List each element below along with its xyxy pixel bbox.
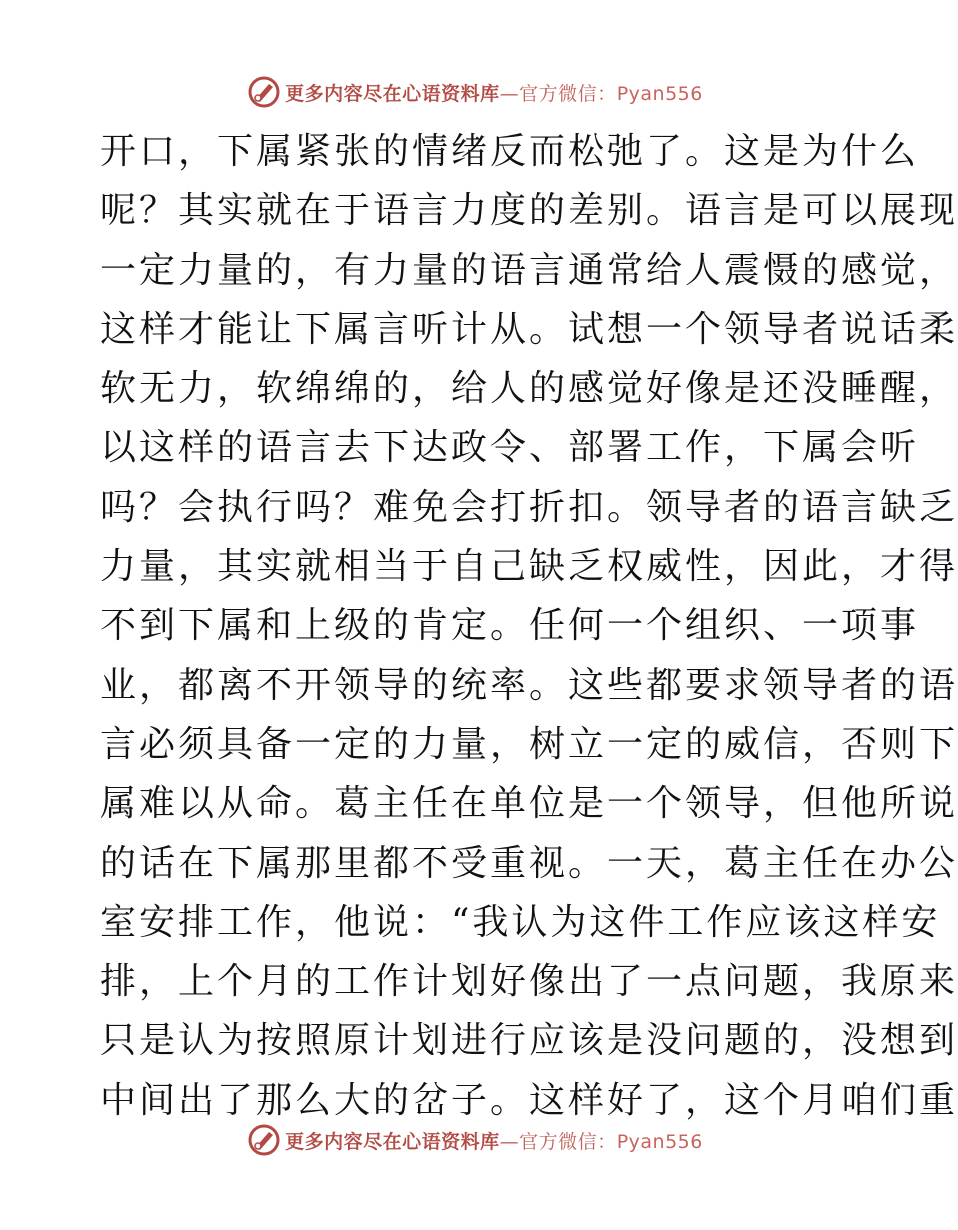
body-line: 力量，其实就相当于自己缺乏权威性，因此，才得	[100, 546, 958, 588]
brand-logo-icon	[247, 1123, 281, 1157]
body-line: 软无力，软绵绵的，给人的感觉好像是还没睡醒，	[100, 368, 958, 410]
brand-logo-icon	[247, 75, 281, 109]
header-wechat-id: Pyan556	[616, 82, 703, 105]
document-body	[100, 122, 958, 1130]
header-wechat-label: 官方微信：	[519, 82, 617, 105]
footer-wechat-label: 官方微信：	[519, 1130, 617, 1153]
footer-banner	[0, 1120, 950, 1160]
footer-wechat-id: Pyan556	[616, 1130, 703, 1153]
body-line: 这样才能让下属言听计从。试想一个领导者说话柔	[100, 308, 958, 350]
header-banner	[0, 72, 950, 112]
footer-dash: —	[499, 1130, 520, 1153]
body-line: 只是认为按照原计划进行应该是没问题的，没想到	[100, 1020, 958, 1062]
body-line: 吗？会执行吗？难免会打折扣。领导者的语言缺乏	[100, 486, 958, 528]
header-dash: —	[499, 82, 520, 105]
header-brand-text: 更多内容尽在心语资料库	[285, 82, 500, 105]
body-line: 呢？其实就在于语言力度的差别。语言是可以展现	[100, 190, 958, 232]
body-line: 中间出了那么大的岔子。这样好了，这个月咱们重	[100, 1079, 958, 1121]
body-line: 以这样的语言去下达政令、部署工作，下属会听	[100, 427, 920, 469]
body-line: 排，上个月的工作计划好像出了一点问题，我原来	[100, 961, 958, 1003]
body-line: 室安排工作，他说：“我认为这件工作应该这样安	[100, 901, 941, 943]
body-line: 开口，下属紧张的情绪反而松弛了。这是为什么	[100, 131, 920, 172]
body-line: 不到下属和上级的肯定。任何一个组织、一项事	[100, 605, 920, 647]
body-line: 一定力量的，有力量的语言通常给人震慑的感觉，	[100, 249, 958, 291]
footer-banner-text	[285, 1127, 703, 1154]
body-line: 言必须具备一定的力量，树立一定的威信，否则下	[100, 723, 958, 765]
header-banner-text	[285, 79, 703, 106]
body-line: 属难以从命。葛主任在单位是一个领导，但他所说	[100, 783, 958, 825]
footer-brand-text: 更多内容尽在心语资料库	[285, 1130, 500, 1153]
body-line: 业，都离不开领导的统率。这些都要求领导者的语	[100, 664, 958, 706]
body-line: 的话在下属那里都不受重视。一天，葛主任在办公	[100, 842, 958, 884]
